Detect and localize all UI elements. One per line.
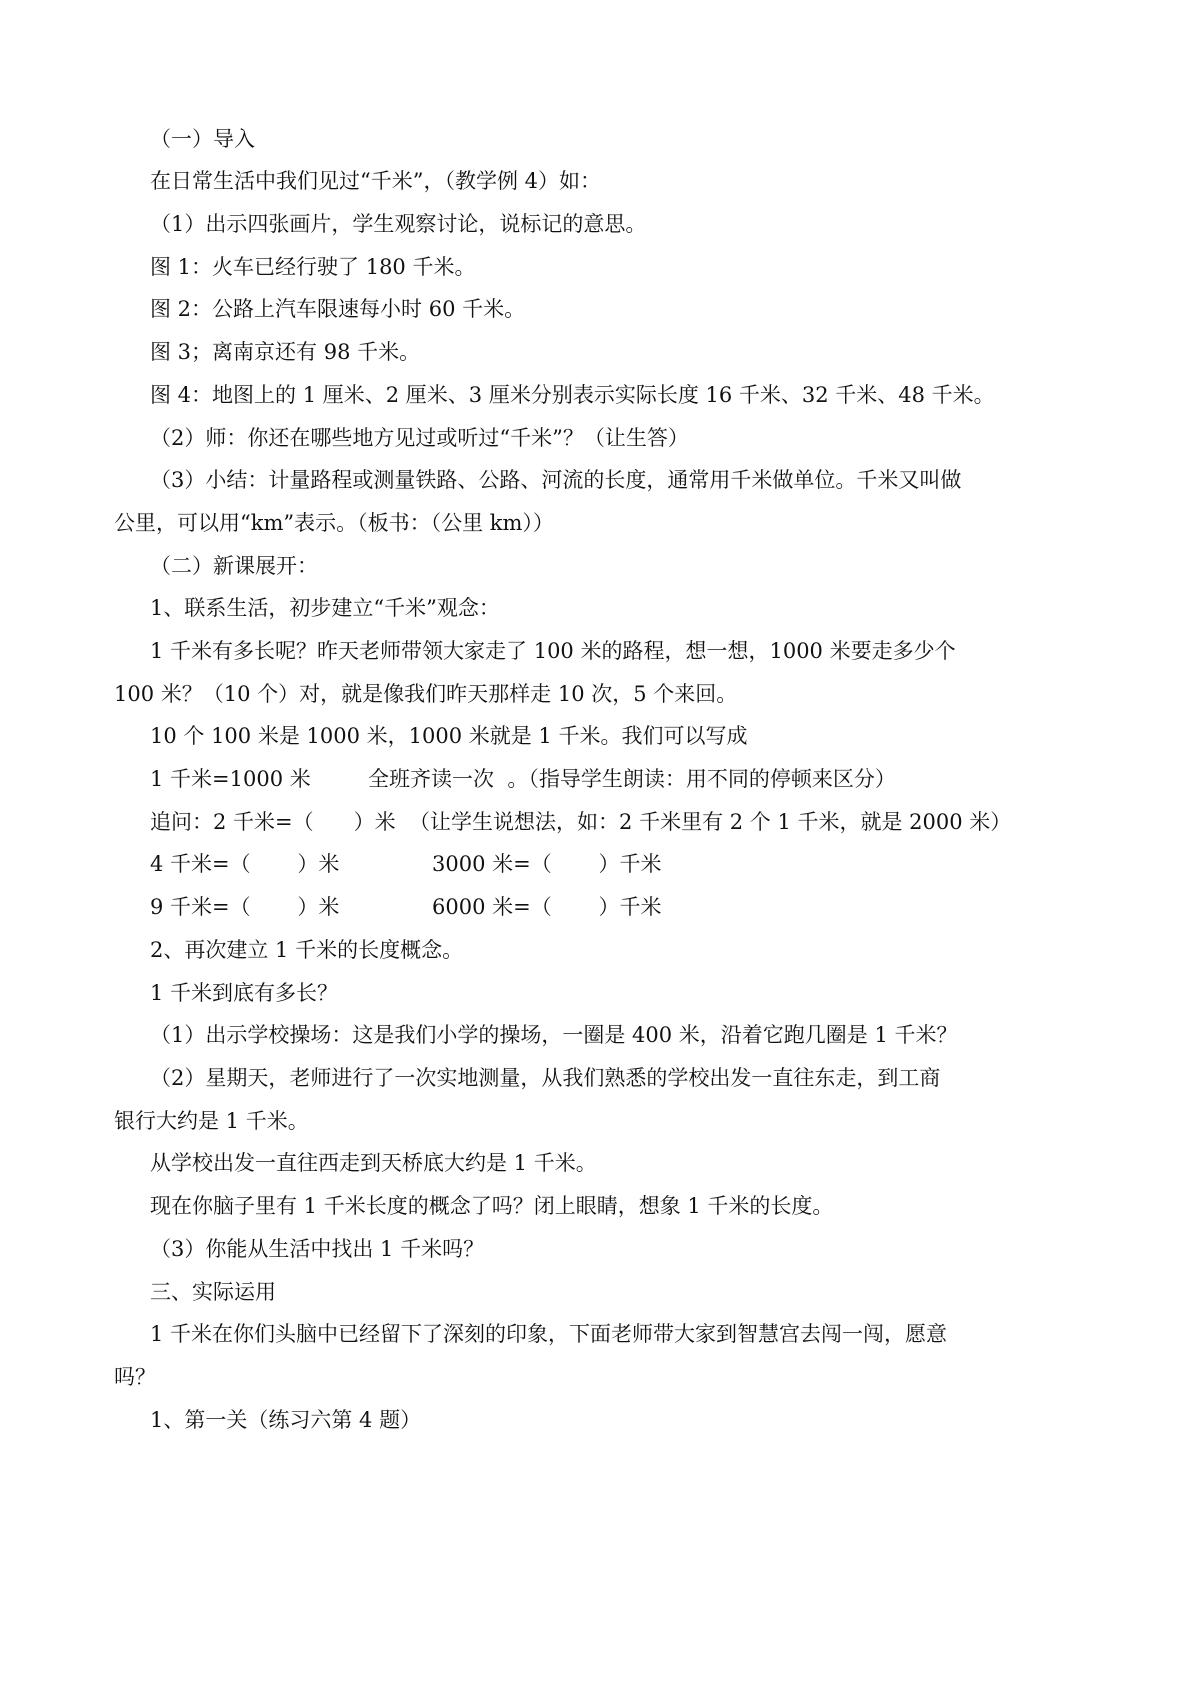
heading-application: 三、实际运用	[150, 1280, 276, 1304]
paragraph-line: 10 个 100 米是 1000 米，1000 米就是 1 千米。我们可以写成	[150, 724, 748, 748]
paragraph-line: 在日常生活中我们见过“千米”，（教学例 4）如：	[150, 169, 602, 193]
paragraph-line: 现在你脑子里有 1 千米长度的概念了吗？闭上眼睛，想象 1 千米的长度。	[150, 1194, 834, 1218]
exercise-item: 6000 米=（ ）千米	[432, 895, 662, 919]
exercise-item: 9 千米=（ ）米	[150, 895, 340, 919]
heading-introduction: （一）导入	[150, 127, 255, 151]
exercise-item: 3000 米=（ ）千米	[432, 852, 662, 876]
paragraph-line: 100 米？（10 个）对，就是像我们昨天那样走 10 次，5 个来回。	[114, 682, 738, 706]
heading-new-lesson: （二）新课展开：	[150, 554, 318, 578]
paragraph-line: （3）小结：计量路程或测量铁路、公路、河流的长度，通常用千米做单位。千米又叫做	[150, 468, 962, 492]
paragraph-line: 银行大约是 1 千米。	[114, 1109, 309, 1133]
paragraph-line: 图 1：火车已经行驶了 180 千米。	[150, 255, 476, 279]
paragraph-line: 追问：2 千米=（ ）米 （让学生说想法，如：2 千米里有 2 个 1 千米，就是 2000 米）	[150, 810, 1012, 834]
paragraph-line: （2）师：你还在哪些地方见过或听过“千米”？（让生答）	[150, 426, 689, 450]
paragraph-line: 公里，可以用“km”表示。（板书：（公里 km））	[114, 511, 554, 535]
paragraph-line: 2、再次建立 1 千米的长度概念。	[150, 938, 464, 962]
paragraph-line: 1 千米在你们头脑中已经留下了深刻的印象，下面老师带大家到智慧宫去闯一闯，愿意	[150, 1322, 948, 1346]
paragraph-line: 1、联系生活，初步建立“千米”观念：	[150, 596, 500, 620]
paragraph-line: 全班齐读一次 。（指导学生朗读：用不同的停顿来区分）	[368, 767, 896, 791]
paragraph-line: （1）出示学校操场：这是我们小学的操场，一圈是 400 米，沿着它跑几圈是 1 千米？	[150, 1023, 958, 1047]
paragraph-line: 图 2：公路上汽车限速每小时 60 千米。	[150, 297, 526, 321]
paragraph-line: 1 千米有多长呢？昨天老师带领大家走了 100 米的路程，想一想，1000 米要走多少个	[150, 639, 956, 663]
paragraph-line: 吗？	[114, 1365, 156, 1389]
paragraph-line: （3）你能从生活中找出 1 千米吗？	[150, 1237, 485, 1261]
paragraph-line: （1）出示四张画片，学生观察讨论，说标记的意思。	[150, 212, 647, 236]
paragraph-line: 1 千米到底有多长？	[150, 981, 339, 1005]
paragraph-line: 图 4：地图上的 1 厘米、2 厘米、3 厘米分别表示实际长度 16 千米、32 千米、48 千米。	[150, 383, 995, 407]
exercise-item: 4 千米=（ ）米	[150, 852, 340, 876]
paragraph-line: 图 3；离南京还有 98 千米。	[150, 340, 421, 364]
paragraph-line: 从学校出发一直往西走到天桥底大约是 1 千米。	[150, 1151, 597, 1175]
paragraph-line: 1、第一关（练习六第 4 题）	[150, 1408, 422, 1432]
paragraph-line: （2）星期天，老师进行了一次实地测量，从我们熟悉的学校出发一直往东走，到工商	[150, 1066, 941, 1090]
formula-line: 1 千米=1000 米	[150, 767, 311, 791]
